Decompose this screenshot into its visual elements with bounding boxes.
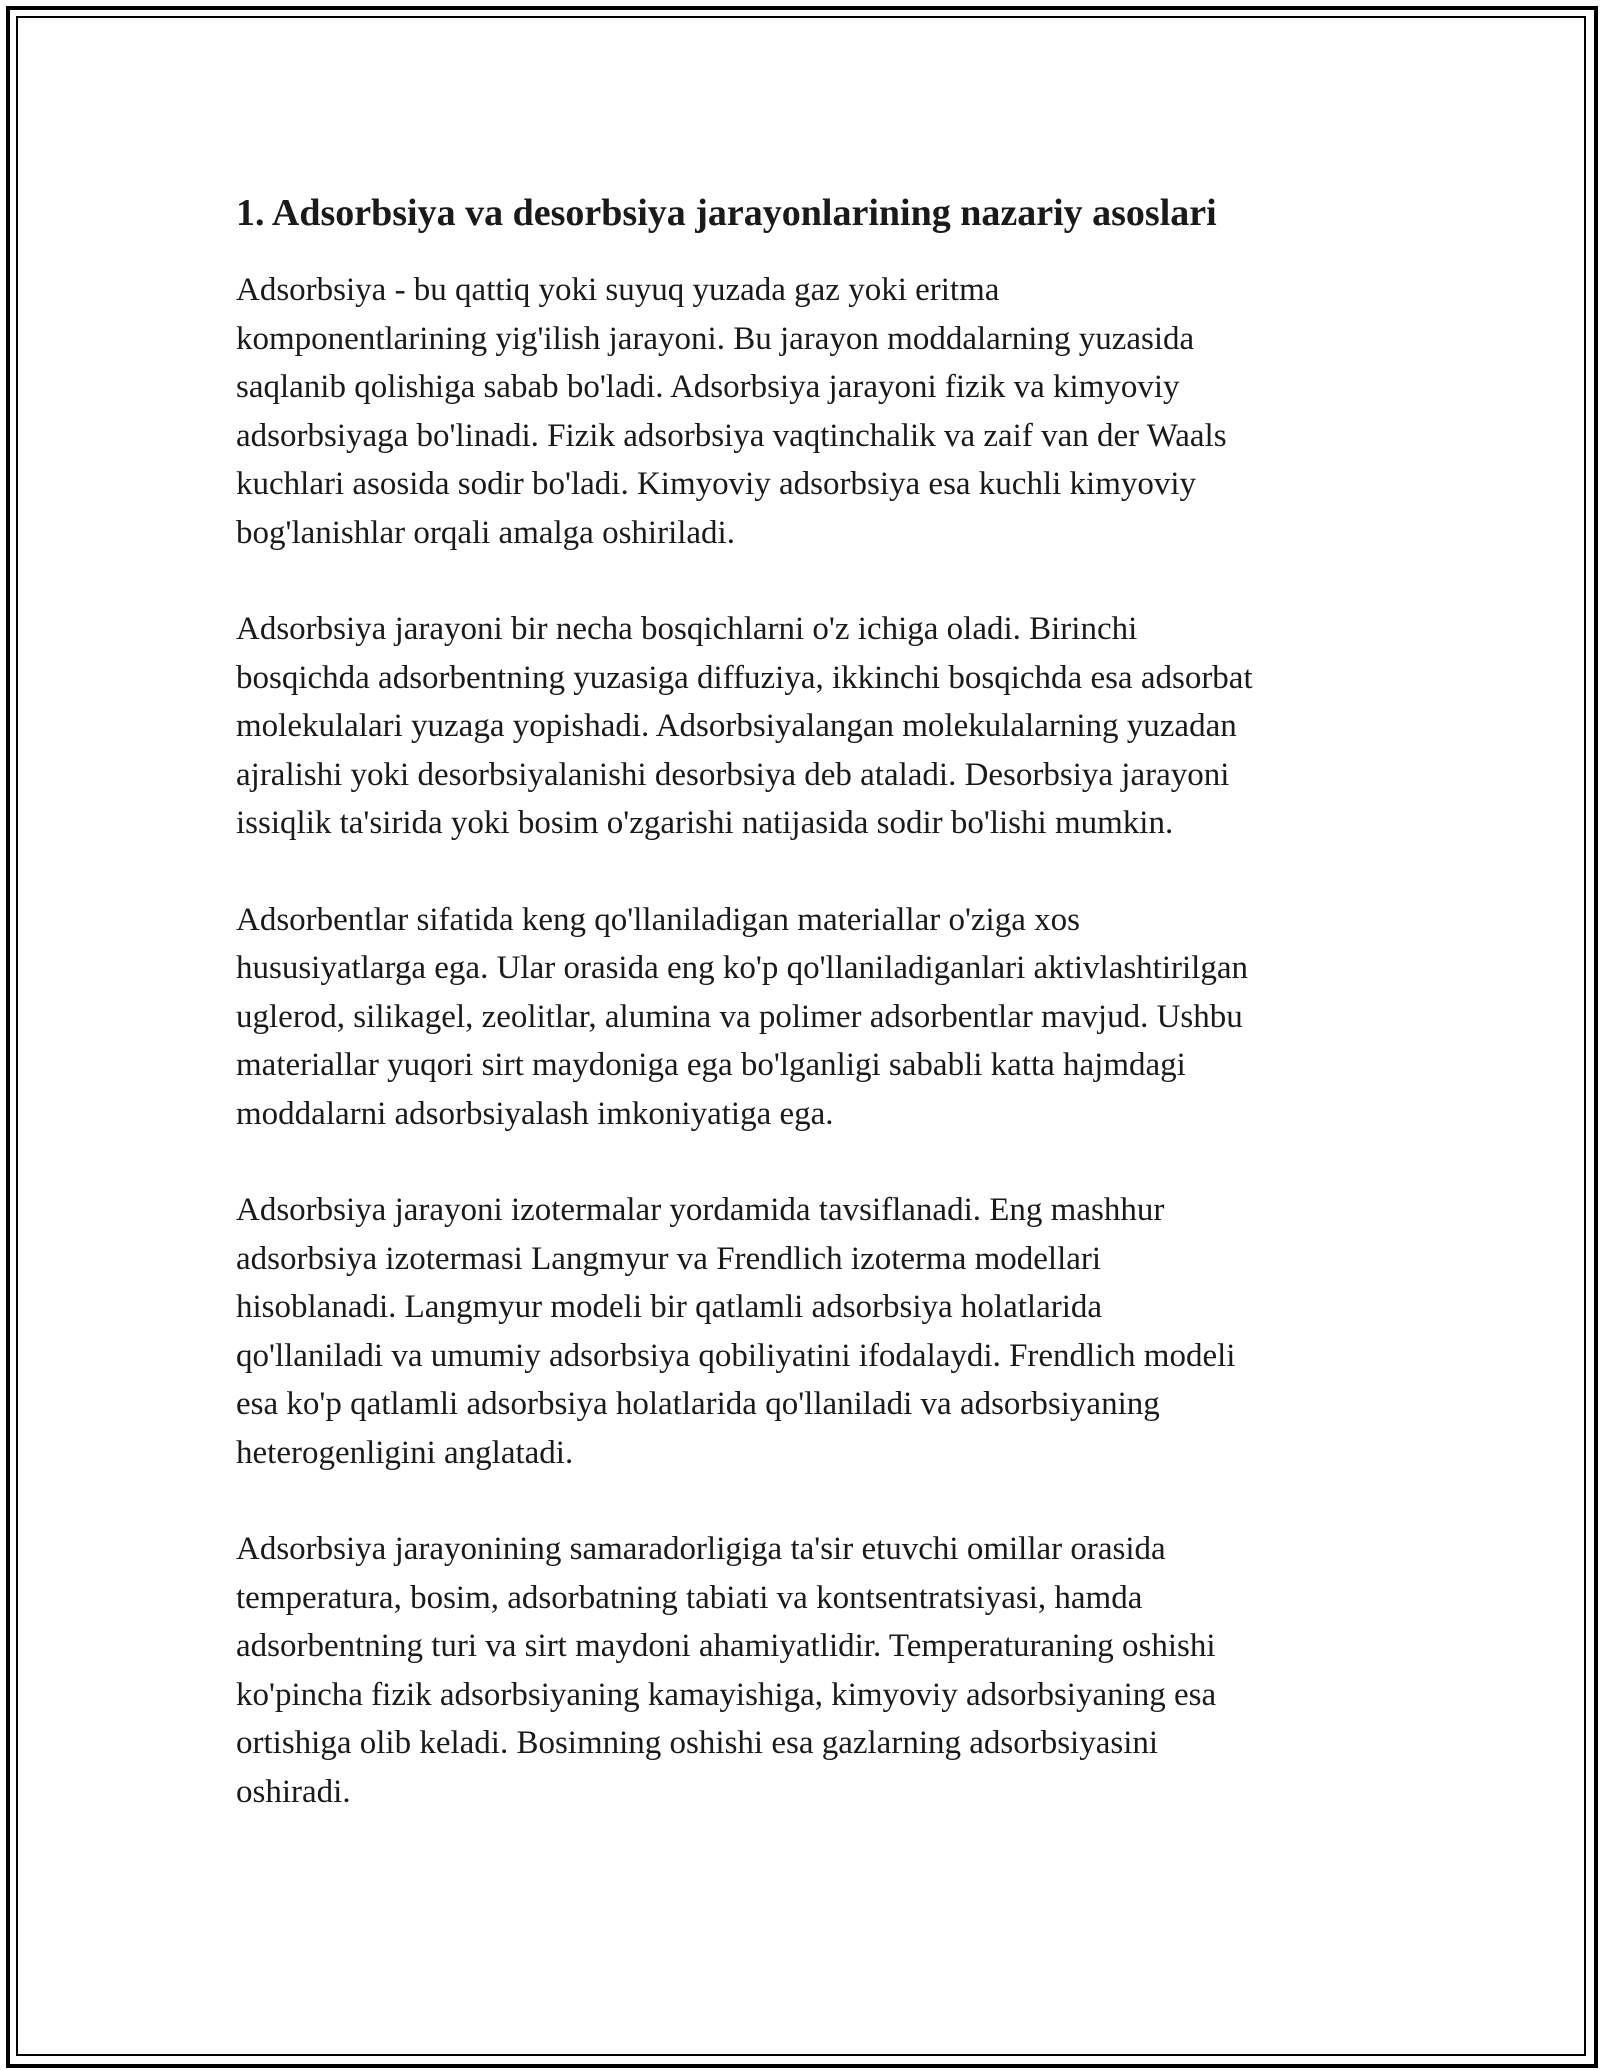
paragraph — [236, 1186, 1376, 1477]
paragraph — [236, 605, 1376, 848]
paragraph-line: bosqichda adsorbentning yuzasiga diffuziya, ikkinchi bosqichda esa adsorbat — [236, 659, 1253, 696]
paragraph-line: Adsorbsiya jarayonining samaradorligiga ta'sir etuvchi omillar orasida — [236, 1531, 1166, 1567]
paragraph-line: qo'llaniladi va umumiy adsorbsiya qobiliyatini ifodalaydi. Frendlich modeli — [236, 1337, 1236, 1374]
paragraph-line: ortishiga olib keladi. Bosimning oshishi esa gazlarning adsorbsiyasini — [236, 1725, 1159, 1761]
paragraph — [236, 266, 1376, 557]
paragraph-line: hususiyatlarga ega. Ular orasida eng ko'p qo'llaniladiganlari aktivlashtirilgan — [236, 950, 1248, 986]
paragraph — [236, 1525, 1376, 1816]
paragraph-line: oshiradi. — [236, 1773, 351, 1810]
paragraph-line: Adsorbsiya - bu qattiq yoki suyuq yuzada gaz yoki eritma — [236, 272, 1000, 308]
paragraph-line: ko'pincha fizik adsorbsiyaning kamayishiga, kimyoviy adsorbsiyaning esa — [236, 1676, 1217, 1713]
paragraph-line: bog'lanishlar orqali amalga oshiriladi. — [236, 514, 735, 551]
paragraph-line: kuchlari asosida sodir bo'ladi. Kimyoviy adsorbsiya esa kuchli kimyoviy — [236, 466, 1197, 502]
section-heading: 1. Adsorbsiya va desorbsiya jarayonlarining nazariy asoslari — [236, 192, 1217, 234]
paragraph-line: adsorbsiyaga bo'linadi. Fizik adsorbsiya vaqtinchalik va zaif van der Waals — [236, 417, 1227, 454]
paragraph-line: moddalarni adsorbsiyalash imkoniyatiga ega. — [236, 1095, 834, 1132]
paragraph-line: ajralishi yoki desorbsiyalanishi desorbsiya deb ataladi. Desorbsiya jarayoni — [236, 756, 1230, 793]
paragraph-line: Adsorbsiya jarayoni bir necha bosqichlarni o'z ichiga oladi. Birinchi — [236, 611, 1138, 647]
paragraph-line: saqlanib qolishiga sabab bo'ladi. Adsorbsiya jarayoni fizik va kimyoviy — [236, 369, 1180, 405]
paragraph-line: hisoblanadi. Langmyur modeli bir qatlamli adsorbsiya holatlarida — [236, 1289, 1103, 1325]
paragraph-line: issiqlik ta'sirida yoki bosim o'zgarishi natijasida sodir bo'lishi mumkin. — [236, 805, 1174, 841]
document-body — [236, 188, 1376, 1864]
paragraph-line: esa ko'p qatlamli adsorbsiya holatlarida qo'llaniladi va adsorbsiyaning — [236, 1386, 1160, 1422]
paragraph-line: Adsorbsiya jarayoni izotermalar yordamida tavsiflanadi. Eng mashhur — [236, 1192, 1165, 1228]
paragraph-line: adsorbentning turi va sirt maydoni ahamiyatlidir. Temperaturaning oshishi — [236, 1628, 1216, 1664]
paragraph-line: temperatura, bosim, adsorbatning tabiati va kontsentratsiyasi, hamda — [236, 1579, 1143, 1616]
paragraph — [236, 896, 1376, 1139]
paragraph-list — [236, 266, 1376, 1816]
paragraph-line: molekulalari yuzaga yopishadi. Adsorbsiyalangan molekulalarning yuzadan — [236, 708, 1237, 744]
paragraph-line: komponentlarining yig'ilish jarayoni. Bu jarayon moddalarning yuzasida — [236, 320, 1195, 357]
paragraph-line: uglerod, silikagel, zeolitlar, alumina va polimer adsorbentlar mavjud. Ushbu — [236, 998, 1243, 1035]
paragraph-line: Adsorbentlar sifatida keng qo'llaniladigan materiallar o'ziga xos — [236, 901, 1080, 938]
paragraph-line: heterogenligini anglatadi. — [236, 1434, 574, 1471]
paragraph-line: materiallar yuqori sirt maydoniga ega bo'lganligi sababli katta hajmdagi — [236, 1047, 1186, 1083]
paragraph-line: adsorbsiya izotermasi Langmyur va Frendlich izoterma modellari — [236, 1240, 1102, 1277]
